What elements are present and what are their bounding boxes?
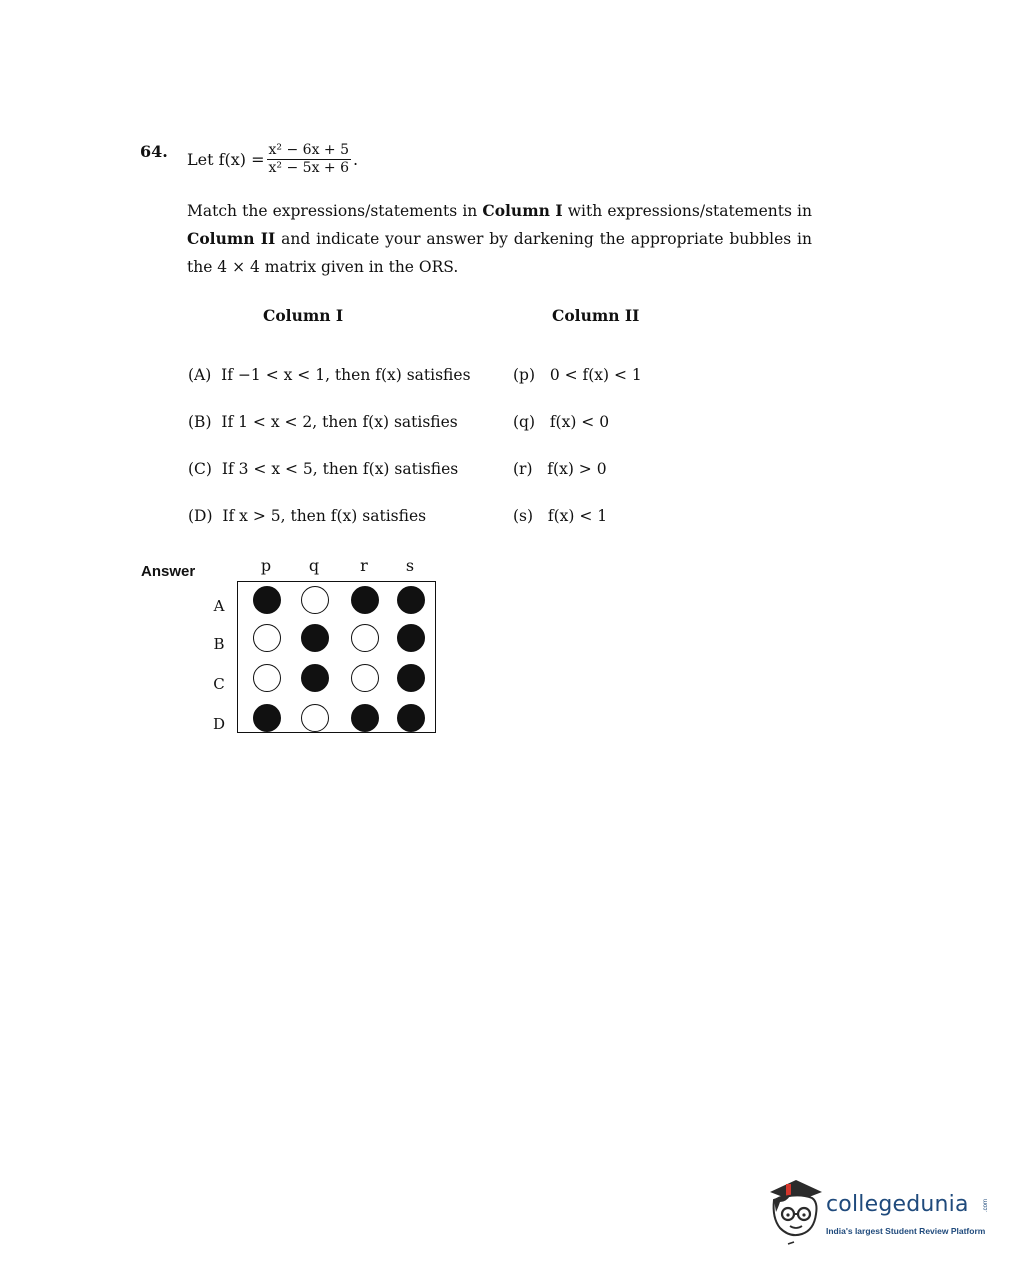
matrix-column-label: p [260, 556, 272, 575]
instruction-column-i: Column I [482, 201, 563, 220]
column-i-heading: Column I [263, 306, 344, 325]
filled-bubble [397, 664, 425, 692]
column-i-label: (D) [188, 507, 213, 525]
column-i-text: If x > 5, then f(x) satisfies [222, 507, 427, 525]
brand-tagline: India's largest Student Review Platform [826, 1226, 986, 1236]
column-i-item [188, 460, 458, 478]
column-i-item [188, 413, 458, 431]
column-i-text: If −1 < x < 1, then f(x) satisfies [221, 366, 471, 384]
column-ii-label: (s) [513, 507, 534, 525]
answer-label: Answer [141, 563, 196, 580]
empty-bubble [253, 664, 281, 692]
column-ii-label: (r) [513, 460, 533, 478]
filled-bubble [253, 704, 281, 732]
column-ii-text: f(x) < 0 [549, 413, 610, 431]
instruction-part-1: Match the expressions/statements in [187, 202, 483, 220]
matrix-row-label: D [212, 715, 226, 733]
matrix-row-label: B [213, 635, 225, 653]
empty-bubble [301, 704, 329, 732]
definition-suffix: . [353, 150, 359, 169]
fraction [267, 142, 351, 177]
column-i-item [188, 366, 471, 384]
filled-bubble [301, 624, 329, 652]
filled-bubble [301, 664, 329, 692]
column-i-label: (B) [188, 413, 212, 431]
filled-bubble [351, 704, 379, 732]
column-i-text: If 1 < x < 2, then f(x) satisfies [221, 413, 458, 431]
matrix-column-label: s [405, 556, 415, 575]
matrix-row-label: A [213, 597, 225, 615]
column-ii-text: f(x) < 1 [547, 507, 608, 525]
filled-bubble [397, 704, 425, 732]
answer-matrix [237, 581, 436, 733]
instruction-part-3: and indicate your answer by darkening the appropriate bubbles in the 4 × 4 matrix given in the ORS. [187, 230, 812, 276]
column-ii-label: (q) [513, 413, 536, 431]
column-i-item [188, 507, 426, 525]
brand-dotcom: .com [983, 1199, 989, 1213]
column-ii-heading: Column II [552, 306, 640, 325]
column-ii-item [513, 366, 642, 384]
column-ii-text: 0 < f(x) < 1 [549, 366, 642, 384]
instruction-paragraph [187, 197, 812, 281]
column-ii-item [513, 413, 609, 431]
filled-bubble [351, 586, 379, 614]
column-i-label: (A) [188, 366, 212, 384]
empty-bubble [301, 586, 329, 614]
column-i-text: If 3 < x < 5, then f(x) satisfies [221, 460, 459, 478]
let-prefix: Let f(x) = [187, 150, 265, 169]
brand-name: collegedunia [826, 1192, 969, 1217]
column-ii-item [513, 460, 607, 478]
instruction-part-2: with expressions/statements in [562, 202, 812, 220]
column-ii-item [513, 507, 607, 525]
matrix-column-label: r [360, 556, 368, 575]
instruction-column-ii: Column II [187, 229, 276, 248]
filled-bubble [397, 586, 425, 614]
matrix-column-label: q [308, 556, 320, 575]
matrix-row-label: C [213, 675, 225, 693]
column-ii-text: f(x) > 0 [547, 460, 607, 478]
filled-bubble [397, 624, 425, 652]
fraction-numerator: x² − 6x + 5 [268, 142, 350, 158]
empty-bubble [253, 624, 281, 652]
column-ii-label: (p) [513, 366, 536, 384]
fraction-denominator: x² − 5x + 6 [268, 160, 350, 176]
function-definition [187, 142, 358, 177]
column-i-label: (C) [188, 460, 212, 478]
empty-bubble [351, 664, 379, 692]
empty-bubble [351, 624, 379, 652]
question-number: 64. [140, 142, 168, 161]
filled-bubble [253, 586, 281, 614]
